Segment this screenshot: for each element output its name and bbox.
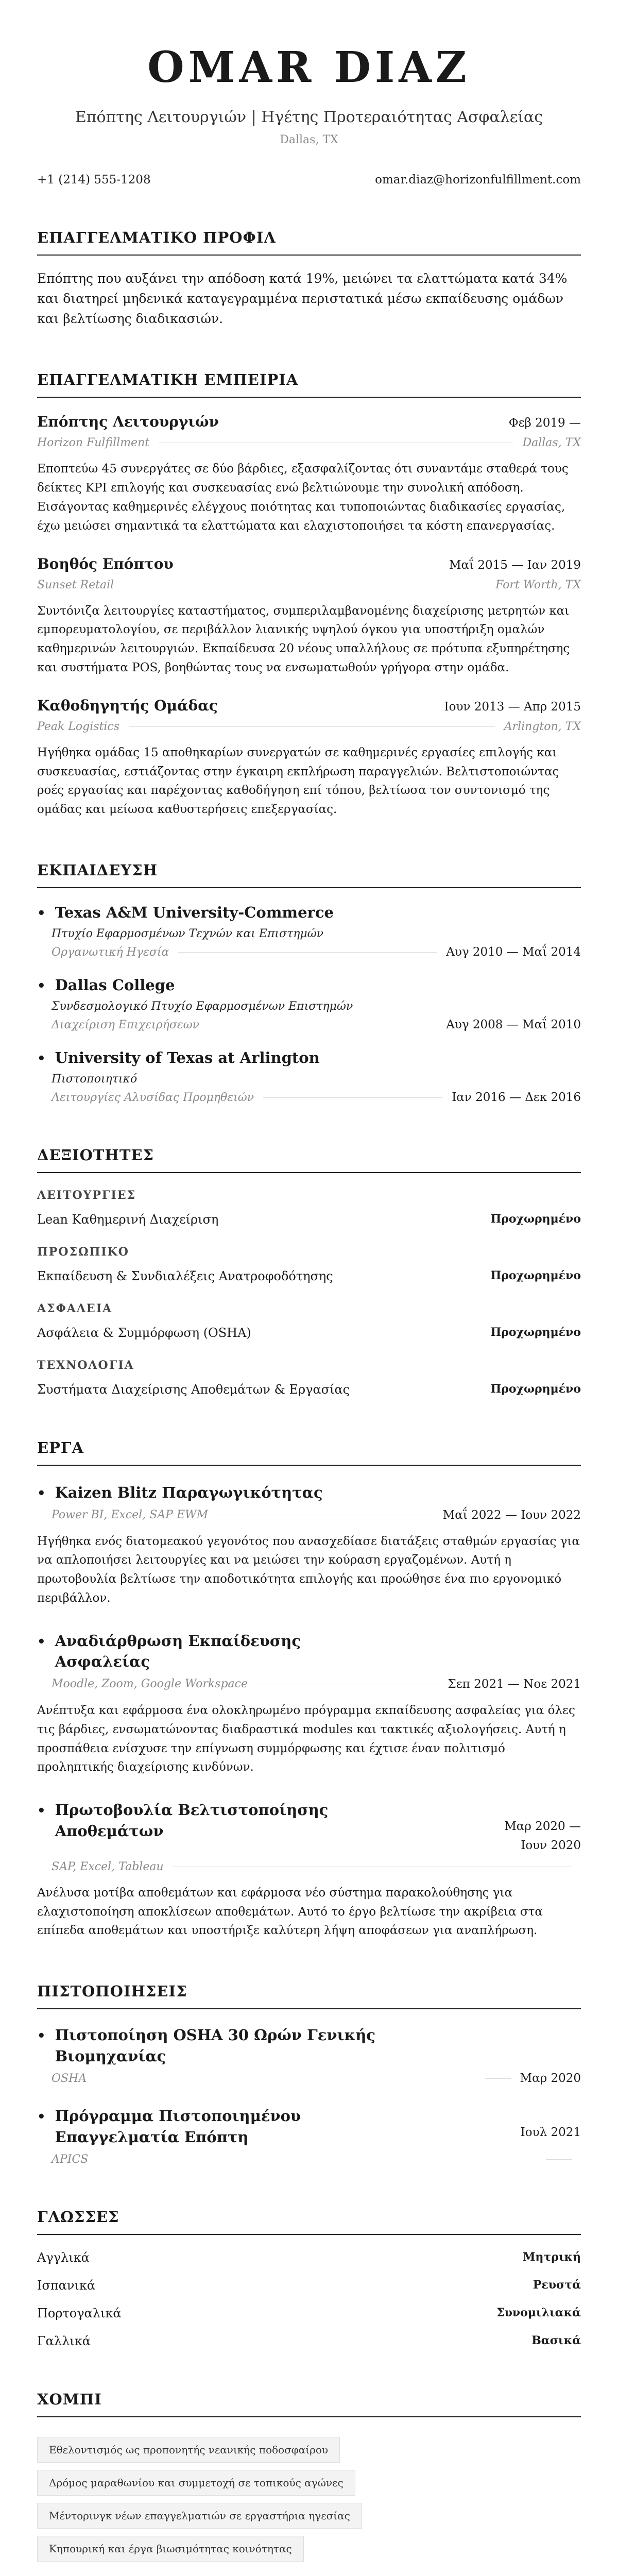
skill-category: ΛΕΙΤΟΥΡΓΙΕΣ [37,1189,136,1202]
profile-section [37,229,581,329]
skills-section [37,1146,581,1397]
certification-issuer: OSHA [52,2072,87,2085]
project-tech: Power BI, Excel, SAP EWM [52,1509,209,1522]
profile-summary: Επόπτης που αυξάνει την απόδοση κατά 19%, μειώνει τα ελαττώματα κατά 34% και διατηρεί μηδενικά καταγεγραμμένα περιστατικά μέσω εκπαίδευσης ομάδων και βελτίωσης διαδικασιών. [37,271,568,326]
skill-level: Προχωρημένο [490,1269,581,1282]
language-name: Γαλλικά [37,2333,91,2348]
education-section [37,861,581,1104]
language-row [37,2278,581,2293]
skill-name: Lean Καθημερινή Διαχείριση [37,1212,219,1227]
hobby-tag: Κηπουρική και έργα βιωσιμότητας κοινότητας [37,2536,304,2562]
certification-title: Πιστοποίηση OSHA 30 Ωρών Γενικής Βιομηχανίας [55,2026,375,2065]
language-name: Ισπανικά [37,2278,96,2293]
skill-level: Προχωρημένο [490,1212,581,1226]
job-entry [37,555,581,677]
job-entry [37,413,581,535]
language-name: Πορτογαλικά [37,2306,122,2320]
section-heading: ΧΟΜΠΙ [37,2391,581,2417]
bullet-icon: • [37,906,46,921]
education-date: Αυγ 2010 — Μαΐ 2014 [446,945,581,959]
project-date: Σεπ 2021 — Νοε 2021 [448,1677,581,1691]
section-heading: ΓΛΩΣΣΕΣ [37,2208,581,2235]
project-tech: SAP, Excel, Tableau [52,1860,164,1873]
language-row [37,2250,581,2265]
language-level: Βασικά [531,2333,581,2347]
project-entry [37,1631,581,1777]
job-entry [37,697,581,819]
skill-group [37,1302,581,1340]
project-title: Πρωτοβουλία Βελτιστοποίησης Αποθεμάτων [55,1801,329,1840]
skill-category: ΤΕΧΝΟΛΟΓΙΑ [37,1359,134,1372]
divider [178,952,437,953]
education-date: Ιαν 2016 — Δεκ 2016 [452,1091,581,1104]
project-description: Ηγήθηκα ενός διατομεακού γεγονότος που ανασχεδίασε διατάξεις σταθμών εργασίας για να απλοποιήσει λειτουργίες και να μειώσει την κούραση εργαζομένων. Αυτή η πρωτοβουλία βελτίωσε την αποδοτικότητα επιλογής και προώθησε ένα πιο εργονομικό περιβάλλον. [37,1534,580,1605]
bullet-icon: • [37,2028,46,2044]
phone-number: +1 (214) 555-1208 [37,173,151,187]
skill-name: Ασφάλεια & Συμμόρφωση (OSHA) [37,1326,251,1340]
section-heading: ΕΡΓΑ [37,1439,581,1466]
candidate-name: OMAR DIAZ [147,43,471,92]
certifications-section [37,1982,581,2165]
languages-section [37,2208,581,2348]
section-heading: ΕΠΑΓΓΕΛΜΑΤΙΚΟ ΠΡΟΦΙΛ [37,229,581,256]
skill-group [37,1359,581,1397]
hobby-tag: Μέντορινγκ νέων επαγγελματιών σε εργαστήρια ηγεσίας [37,2503,362,2529]
project-description: Ανέλυσα μοτίβα αποθεμάτων και εφάρμοσα νέο σύστημα παρακολούθησης για ελαχιστοποίηση αποκλίσεων αποθεμάτων. Αυτό το έργο βελτίωσε την ακρίβεια στα επίπεδα αποθεμάτων και υποστήριξε καλύτερη λήψη αποφάσεων για αναπλήρωση. [37,1886,543,1938]
job-title: Βοηθός Επόπτου [37,555,174,572]
hobby-list [37,2430,581,2562]
school-name: Dallas College [55,976,175,994]
job-description: Ηγήθηκα ομάδας 15 αποθηκαρίων συνεργατών σε καθημερινές εργασίες επιλογής και συσκευασίας, εστιάζοντας στην έγκαιρη εκπλήρωση παραγγελιών. Βελτιστοποιώντας ροές εργασίας και παρέχοντας καθοδήγηση επί τόπου, βελτίωσα τον συντονισμό της ομάδας και μείωσα καθυστερήσεις επεξεργασίας. [37,745,559,817]
project-entry [37,1482,581,1608]
section-heading: ΕΠΑΓΓΕΛΜΑΤΙΚΗ ΕΜΠΕΙΡΙΑ [37,371,581,398]
language-level: Ρευστά [533,2278,581,2292]
field-of-study: Οργανωτική Ηγεσία [52,945,169,959]
job-date: Φεβ 2019 — [508,416,581,430]
education-entry [37,1049,581,1104]
certification-date: Ιουλ 2021 [520,2126,581,2140]
certification-entry [37,2106,581,2165]
project-title: Αναδιάρθρωση Εκπαίδευσης Ασφαλείας [55,1632,301,1671]
school-name: University of Texas at Arlington [55,1049,320,1066]
language-name: Αγγλικά [37,2250,90,2265]
project-date: Μαΐ 2022 — Ιουν 2022 [442,1508,581,1522]
education-entry [37,904,581,959]
language-row [37,2306,581,2320]
job-location: Fort Worth, TX [495,578,581,591]
section-heading: ΕΚΠΑΙΔΕΥΣΗ [37,861,581,888]
education-date: Αυγ 2008 — Μαΐ 2010 [446,1018,581,1031]
school-name: Texas A&M University-Commerce [55,904,334,921]
bullet-icon: • [37,978,46,994]
experience-section [37,371,581,819]
divider [263,1097,442,1098]
project-title: Kaizen Blitz Παραγωγικότητας [55,1484,323,1501]
hobby-tag: Δρόμος μαραθωνίου και συμμετοχή σε τοπικούς αγώνες [37,2470,355,2496]
language-level: Συνομιλιακά [496,2306,581,2319]
job-date: Μαΐ 2015 — Ιαν 2019 [449,558,581,572]
skill-group [37,1189,581,1227]
project-tech: Moodle, Zoom, Google Workspace [52,1677,248,1691]
bullet-icon: • [37,2109,46,2125]
divider [129,726,495,727]
hobbies-section [37,2391,581,2562]
section-heading: ΔΕΞΙΟΤΗΤΕΣ [37,1146,581,1173]
language-level: Μητρική [523,2250,581,2264]
job-description: Επoπτεύω 45 συνεργάτες σε δύο βάρδιες, εξασφαλίζοντας ότι συναντάμε σταθερά τους δείκτες KPI επιλογής και συσκευασίας ενώ βελτιώνουμε την συνολική απόδοση. Εισάγοντας καθημερινές ελέγχους ποιότητας και τυποποιώντας διαδικασίες εργασίας, έχω μειώσει σημαντικά τα ελαττώματα και ελαχιστοποιήσει τα κόστη επανεργασίας. [37,462,569,533]
resume-header [37,44,581,146]
certification-issuer: APICS [52,2153,89,2166]
company-name: Peak Logistics [37,720,120,733]
contact-row [37,173,581,187]
bullet-icon: • [37,1803,46,1819]
degree-name: Πιστοποιητικό [52,1073,138,1086]
job-description: Συντόνιζα λειτουργίες καταστήματος, συμπεριλαμβανομένης διαχείρισης μετρητών και εμπορευματολογίου, σε περιβάλλον λιανικής υψηλού όγκου για υποστήριξη ομαλών καθημερινών λειτουργιών. Εκπαίδευσα 20 νέους υπαλλήλους σε πρότυπα εξυπηρέτησης και συστήματα POS, βοηθώντας τους να ενσωματωθούν γρήγορα στην ομάδα. [37,604,570,675]
job-title: Επόπτης Λειτουργιών [37,413,219,431]
degree-name: Πτυχίο Εφαρμοσμένων Τεχνών και Επιστημών [52,927,324,940]
project-date: Μαρ 2020 — Ιουν 2020 [504,1820,581,1852]
language-row [37,2334,581,2348]
candidate-title: Επόπτης Λειτουργιών | Ηγέτης Προτεραιότητας Ασφαλείας [75,108,543,127]
candidate-location: Dallas, TX [280,133,338,147]
project-description: Ανέπτυξα και εφάρμοσα ένα ολοκληρωμένο πρόγραμμα εκπαίδευσης ασφαλείας για όλες τις βάρδιες, ενσωματώνοντας διαδραστικά modules και τακτικές αξιολογήσεις. Αυτή η προσπάθεια ενίσχυσε την επίγνωση συμμόρφωσης και έχτισε έναν πολιτισμό προληπτικής διαχείρισης κινδύνων. [37,1703,575,1774]
skill-level: Προχωρημένο [490,1382,581,1396]
job-date: Ιουν 2013 — Απρ 2015 [444,700,581,714]
field-of-study: Διαχείριση Επιχειρήσεων [52,1018,200,1031]
job-location: Dallas, TX [522,436,581,450]
hobby-tag: Εθελοντισμός ως προπονητής νεανικής ποδοσφαίρου [37,2437,340,2463]
bullet-icon: • [37,1486,46,1501]
company-name: Sunset Retail [37,578,114,591]
skill-name: Εκπαίδευση & Συνδιαλέξεις Ανατροφοδότησης [37,1269,333,1283]
skill-category: ΠΡΟΣΩΠΙΚΟ [37,1245,129,1259]
divider [546,2159,572,2160]
company-name: Horizon Fulfillment [37,436,150,450]
skill-group [37,1245,581,1283]
projects-section [37,1439,581,1940]
bullet-icon: • [37,1634,46,1650]
email-address[interactable]: omar.diaz@horizonfulfillment.com [375,173,581,187]
job-title: Καθοδηγητής Ομάδας [37,697,218,714]
project-entry [37,1800,581,1940]
skill-category: ΑΣΦΑΛΕΙΑ [37,1302,113,1315]
degree-name: Συνδεσμολογικό Πτυχίο Εφαρμοσμένων Επιστημών [52,1000,353,1013]
divider [485,2078,511,2079]
field-of-study: Λειτουργίες Αλυσίδας Προμηθειών [52,1091,254,1104]
certification-entry [37,2025,581,2085]
certification-title: Πρόγραμμα Πιστοποιημένου Επαγγελματία Επόπτη [55,2107,301,2146]
bullet-icon: • [37,1051,46,1066]
skill-level: Προχωρημένο [490,1326,581,1339]
education-entry [37,976,581,1031]
skill-name: Συστήματα Διαχείρισης Αποθεμάτων & Εργασίας [37,1382,350,1397]
section-heading: ΠΙΣΤΟΠΟΙΗΣΕΙΣ [37,1982,581,2009]
certification-date: Μαρ 2020 [520,2072,581,2086]
job-location: Arlington, TX [504,720,581,733]
